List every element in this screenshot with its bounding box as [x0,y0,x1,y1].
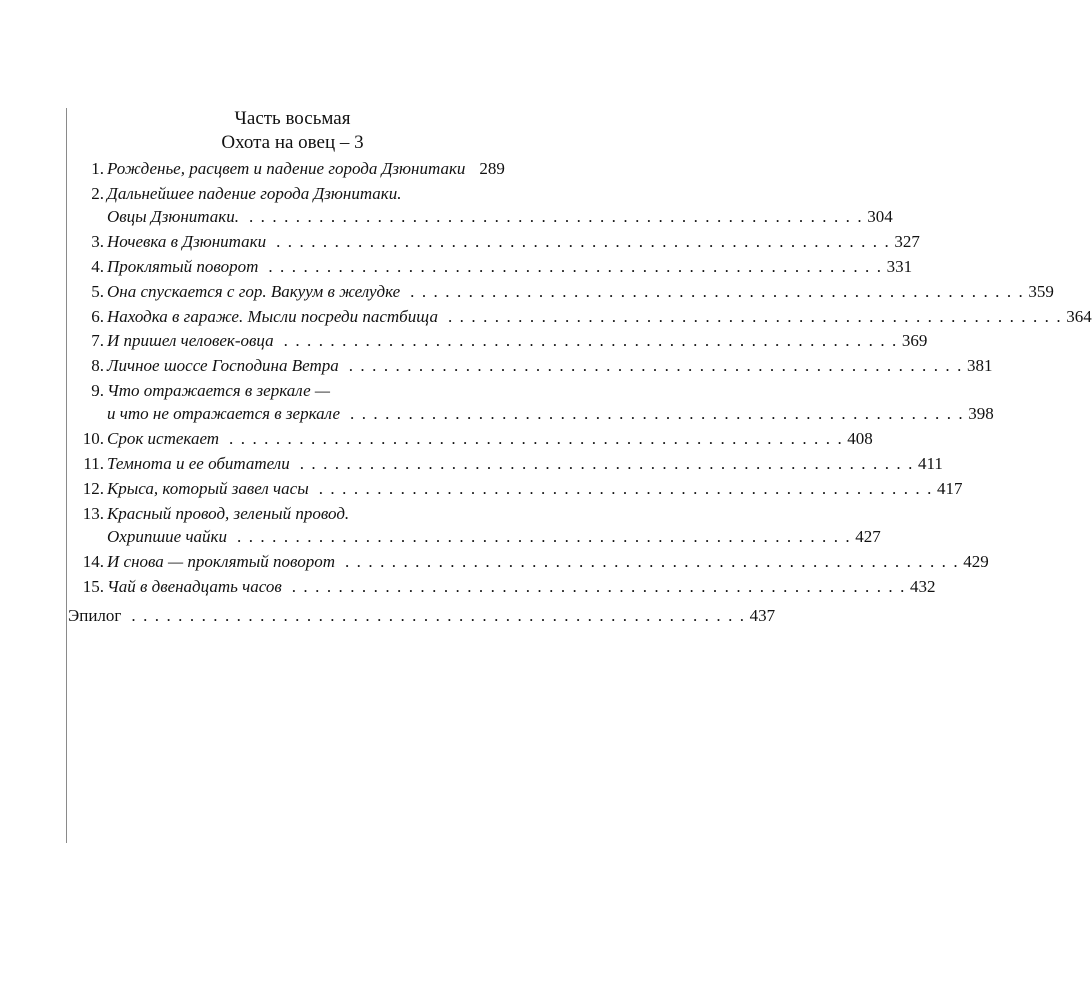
toc-line [107,183,491,205]
dot-leader: . . . . . . . . . . . . . . . . . . . . . . . . . . . . . . . . . . . . . . . . . . . . . . . . . . . . . [229,429,844,449]
chapter-number: 15. [82,576,104,596]
chapter-number: 7. [91,331,104,351]
chapter-title: Ночевка в Дзюнитаки [107,232,267,252]
page-number: 411 [917,454,943,473]
chapter-title: Она спускается с гор. Вакуум в желудке [107,281,401,301]
toc-line [107,158,505,180]
dot-leader: . . . . . . . . . . . . . . . . . . . . . . . . . . . . . . . . . . . . . . . . . . . . . . . . . . . . . [268,256,883,276]
chapter-title: Что отражается в зеркале — [107,380,330,400]
toc-line [107,306,1092,328]
toc-line [107,281,1054,303]
toc-line [107,478,963,500]
dot-leader: . . . . . . . . . . . . . . . . . . . . . . . . . . . . . . . . . . . . . . . . . . . . . . . . . . . . . [276,232,891,252]
dot-leader: . . . . . . . . . . . . . . . . . . . . . . . . . . . . . . . . . . . . . . . . . . . . . . . . . . . . . [237,527,852,547]
chapter-number: 3. [91,232,104,252]
dot-leader: . . . . . . . . . . . . . . . . . . . . . . . . . . . . . . . . . . . . . . . . . . . . . . . . . . . . . [447,306,1063,326]
chapter-number: 11. [83,454,104,473]
page-number: 381 [966,356,993,376]
page-number: 429 [963,551,989,571]
chapter-title: Дальнейшее падение города Дзюнитаки. [107,183,402,203]
page-number: 427 [855,527,881,547]
toc-line [107,403,994,425]
dot-leader: . . . . . . . . . . . . . . . . . . . . . . . . . . . . . . . . . . . . . . . . . . . . . . . . . . . . . [348,356,963,376]
chapter-number: 10. [82,429,104,449]
dot-leader: . . . . . . . . . . . . . . . . . . . . . . . . . . . . . . . . . . . . . . . . . . . . . . . . . . . . . [318,478,933,498]
chapter-number: 5. [91,281,104,301]
chapter-number: 4. [91,256,104,276]
chapter-number: 8. [91,356,104,376]
page-number: 417 [936,478,963,498]
page-number: 437 [749,606,776,625]
toc-line [107,428,873,450]
dot-leader: . . . . . . . . . . . . . . . . . . . . . . . . . . . . . . . . . . . . . . . . . . . . . . . . . . . . . [248,207,864,227]
toc-line [107,330,928,352]
part-label: Часть восьмая [234,108,351,129]
toc-line [107,551,989,573]
dot-leader: . . . . . . . . . . . . . . . . . . . . . . . . . . . . . . . . . . . . . . . . . . . . . . . . . . . . . [344,551,960,571]
dot-leader: . . . . . . . . . . . . . . . . . . . . . . . . . . . . . . . . . . . . . . . . . . . . . . . . . . . . . [283,331,898,351]
epilogue-label: Эпилог [68,606,122,625]
page-number: 364 [1066,306,1092,326]
page-number: 289 [479,159,505,178]
chapter-title: И снова — проклятый поворот [107,551,335,571]
chapter-title: Темнота и ее обитатели [107,454,290,473]
toc-line [107,355,993,377]
dot-leader: . . . . . . . . . . . . . . . . . . . . . . . . . . . . . . . . . . . . . . . . . . . . . . . . . . . . . [299,454,914,473]
chapter-number: 12. [82,478,104,498]
toc-line [107,380,491,402]
dot-leader: . . . . . . . . . . . . . . . . . . . . . . . . . . . . . . . . . . . . . . . . . . . . . . . . . . . . . [350,404,965,424]
chapter-title: Личное шоссе Господина Ветра [107,356,339,376]
page-number: 432 [909,576,936,596]
chapter-number: 9. [91,380,104,400]
chapter-title: Красный провод, зеленый провод. [107,503,350,523]
toc-line [107,526,881,548]
chapter-number: 2. [91,183,104,203]
toc-line [107,206,893,228]
page-number: 408 [847,429,873,449]
chapter-number: 13. [82,503,104,523]
chapter-title: И пришел человек-овца [107,331,274,351]
dot-leader: . . . . . . . . . . . . . . . . . . . . . . . . . . . . . . . . . . . . . . . . . . . . . . . . . . . . . [291,576,906,596]
page-number: 398 [968,404,994,424]
page-number: 331 [886,256,913,276]
toc-line [107,576,936,598]
toc-line [107,453,943,475]
chapter-title: Овцы Дзюнитаки. [107,207,239,227]
chapter-number: 1. [91,159,104,178]
chapter-title: Крыса, который завел часы [107,478,309,498]
toc-line [107,503,491,525]
toc-line [68,605,776,627]
toc-line [107,256,913,278]
chapter-number: 14. [82,551,104,571]
page-number: 369 [901,331,928,351]
chapter-title: Рожденье, расцвет и падение города Дзюнитаки [107,159,466,178]
dot-leader: . . . . . . . . . . . . . . . . . . . . . . . . . . . . . . . . . . . . . . . . . . . . . . . . . . . . . [131,606,746,625]
toc-line [107,231,920,253]
part-title: Охота на овец – 3 [221,132,364,153]
chapter-title: Охрипшие чайки [107,527,228,547]
page-number: 304 [867,207,893,227]
chapter-title: Чай в двенадцать часов [107,576,282,596]
chapter-number: 6. [91,306,104,326]
page-number: 327 [894,232,920,252]
chapter-title: и что не отражается в зеркале [107,404,340,424]
page-number: 359 [1028,281,1054,301]
chapter-title: Срок истекает [107,429,220,449]
chapter-title: Находка в гараже. Мысли посреди пастбища [107,306,438,326]
chapter-title: Проклятый поворот [107,256,259,276]
dot-leader: . . . . . . . . . . . . . . . . . . . . . . . . . . . . . . . . . . . . . . . . . . . . . . . . . . . . . [410,281,1025,301]
